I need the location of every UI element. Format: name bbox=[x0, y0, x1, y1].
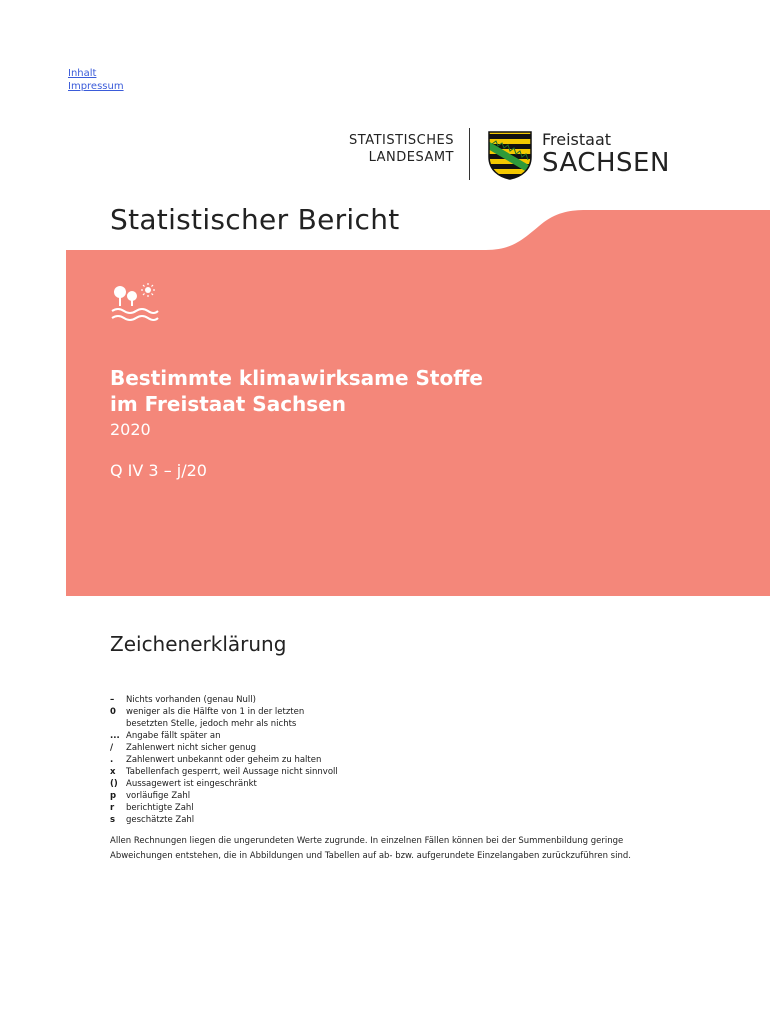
link-inhalt[interactable]: Inhalt bbox=[68, 68, 97, 79]
legend-symbol: r bbox=[110, 803, 115, 813]
state-big: SACHSEN bbox=[542, 148, 670, 178]
legend-symbol: s bbox=[110, 815, 116, 825]
nav-links bbox=[68, 67, 124, 93]
legend-symbol: 0 bbox=[110, 707, 116, 717]
legend-row bbox=[110, 742, 338, 754]
legend-description: Zahlenwert unbekannt oder geheim zu halten bbox=[126, 755, 322, 765]
legend-row bbox=[110, 814, 338, 826]
legend-symbol: – bbox=[110, 695, 115, 705]
legend-symbol: () bbox=[110, 779, 118, 789]
legend-row bbox=[110, 778, 338, 790]
agency-line-1: STATISTISCHES bbox=[349, 133, 454, 148]
legend-description: Zahlenwert nicht sicher genug bbox=[126, 743, 257, 753]
legend-description: Angabe fällt später an bbox=[126, 731, 221, 741]
link-impressum[interactable]: Impressum bbox=[68, 81, 124, 92]
agency-logo-text bbox=[348, 132, 454, 166]
report-title-line-2: im Freistaat Sachsen bbox=[110, 392, 347, 416]
legend-symbol: p bbox=[110, 791, 117, 801]
legend-description: Tabellenfach gesperrt, weil Aussage nicht sinnvoll bbox=[126, 767, 338, 777]
legend-row bbox=[110, 802, 338, 814]
report-code: Q IV 3 – j/20 bbox=[110, 461, 207, 480]
agency-line-2: LANDESAMT bbox=[368, 150, 454, 165]
report-year: 2020 bbox=[110, 420, 151, 439]
state-small: Freistaat bbox=[542, 130, 612, 149]
legend-symbol: x bbox=[110, 767, 116, 777]
legend-list bbox=[110, 694, 338, 826]
legend-symbol: / bbox=[110, 743, 114, 753]
legend-description: Nichts vorhanden (genau Null) bbox=[126, 695, 256, 705]
legend-row bbox=[110, 706, 338, 730]
legend-symbol: . bbox=[110, 755, 114, 765]
legend-description: vorläufige Zahl bbox=[126, 791, 191, 801]
legend-row bbox=[110, 790, 338, 802]
rounding-note: Allen Rechnungen liegen die ungerundeten Werte zugrunde. In einzelnen Fällen können bei der Summenbildung geringe Abweichungen entstehen, die in Abbildungen und Tabellen auf ab- bzw. aufgerundete Einzelangaben zurückzuführen sind. bbox=[110, 836, 631, 861]
legend-row bbox=[110, 766, 338, 778]
report-title-line-1: Bestimmte klimawirksame Stoffe bbox=[110, 366, 483, 390]
legend-title: Zeichenerklärung bbox=[110, 632, 287, 656]
legend-symbol: ... bbox=[110, 731, 120, 741]
legend-description: weniger als die Hälfte von 1 in der letzten besetzten Stelle, jedoch mehr als nichts bbox=[126, 707, 305, 729]
saxony-crest-icon bbox=[486, 129, 534, 181]
legend-description: berichtigte Zahl bbox=[126, 803, 194, 813]
legend-description: Aussagewert ist eingeschränkt bbox=[126, 779, 257, 789]
state-logo-text bbox=[542, 131, 670, 177]
nature-icon bbox=[110, 282, 162, 322]
report-title bbox=[110, 365, 483, 417]
legend-description: geschätzte Zahl bbox=[126, 815, 195, 825]
logo-divider bbox=[469, 128, 470, 180]
report-type-title: Statistischer Bericht bbox=[110, 203, 400, 236]
legend-row bbox=[110, 730, 338, 742]
legend-row bbox=[110, 694, 338, 706]
legend-row bbox=[110, 754, 338, 766]
